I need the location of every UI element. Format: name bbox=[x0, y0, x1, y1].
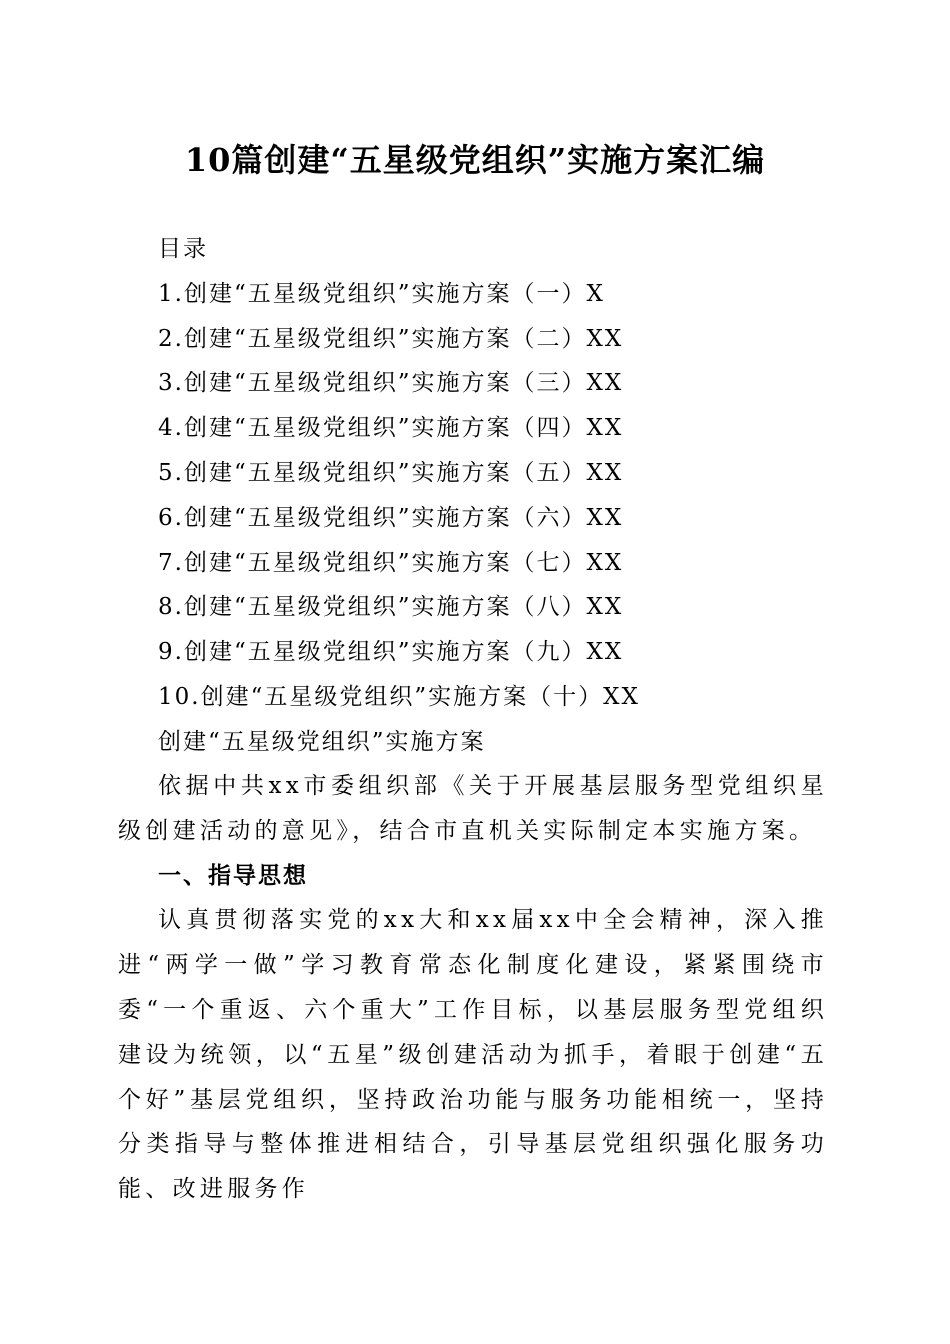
toc-item-2[interactable]: 2.创建“五星级党组织”实施方案（二）XX bbox=[158, 325, 624, 352]
toc-item-4[interactable]: 4.创建“五星级党组织”实施方案（四）XX bbox=[158, 415, 624, 442]
toc-item-10[interactable]: 10.创建“五星级党组织”实施方案（十）XX bbox=[158, 683, 640, 710]
toc-item-1[interactable]: 1.创建“五星级党组织”实施方案（一）X bbox=[158, 280, 605, 307]
toc-item-3[interactable]: 3.创建“五星级党组织”实施方案（三）XX bbox=[158, 370, 624, 397]
section-heading-guiding-ideology: 一、指导思想 bbox=[158, 862, 308, 889]
toc-item-9[interactable]: 9.创建“五星级党组织”实施方案（九）XX bbox=[158, 639, 624, 666]
intro-paragraph: 依据中共xx市委组织部《关于开展基层服务型党组织星级创建活动的意见》，结合市直机关实际制定本实施方案。 bbox=[118, 773, 828, 844]
section-title: 创建“五星级党组织”实施方案 bbox=[158, 728, 486, 755]
toc-heading: 目录 bbox=[158, 236, 208, 262]
guiding-ideology-paragraph: 认真贯彻落实党的xx大和xx届xx中全会精神，深入推进“两学一做”学习教育常态化制度化建设，紧紧围绕市委“一个重返、六个重大”工作目标，以基层服务型党组织建设为统领，以“五星”级创建活动为抓手，着眼于创建“五个好”基层党组织，坚持政治功能与服务功能相统一，坚持分类指导与整体推进相结合，引导基层党组织强化服务功能、改进服务作 bbox=[118, 907, 828, 1203]
toc-item-6[interactable]: 6.创建“五星级党组织”实施方案（六）XX bbox=[158, 504, 624, 531]
table-of-contents bbox=[158, 227, 858, 765]
document-title: 10篇创建“五星级党组织”实施方案汇编 bbox=[184, 141, 766, 179]
document-body bbox=[118, 764, 828, 1212]
toc-item-7[interactable]: 7.创建“五星级党组织”实施方案（七）XX bbox=[158, 549, 624, 576]
toc-item-8[interactable]: 8.创建“五星级党组织”实施方案（八）XX bbox=[158, 594, 624, 621]
toc-item-5[interactable]: 5.创建“五星级党组织”实施方案（五）XX bbox=[158, 459, 624, 486]
